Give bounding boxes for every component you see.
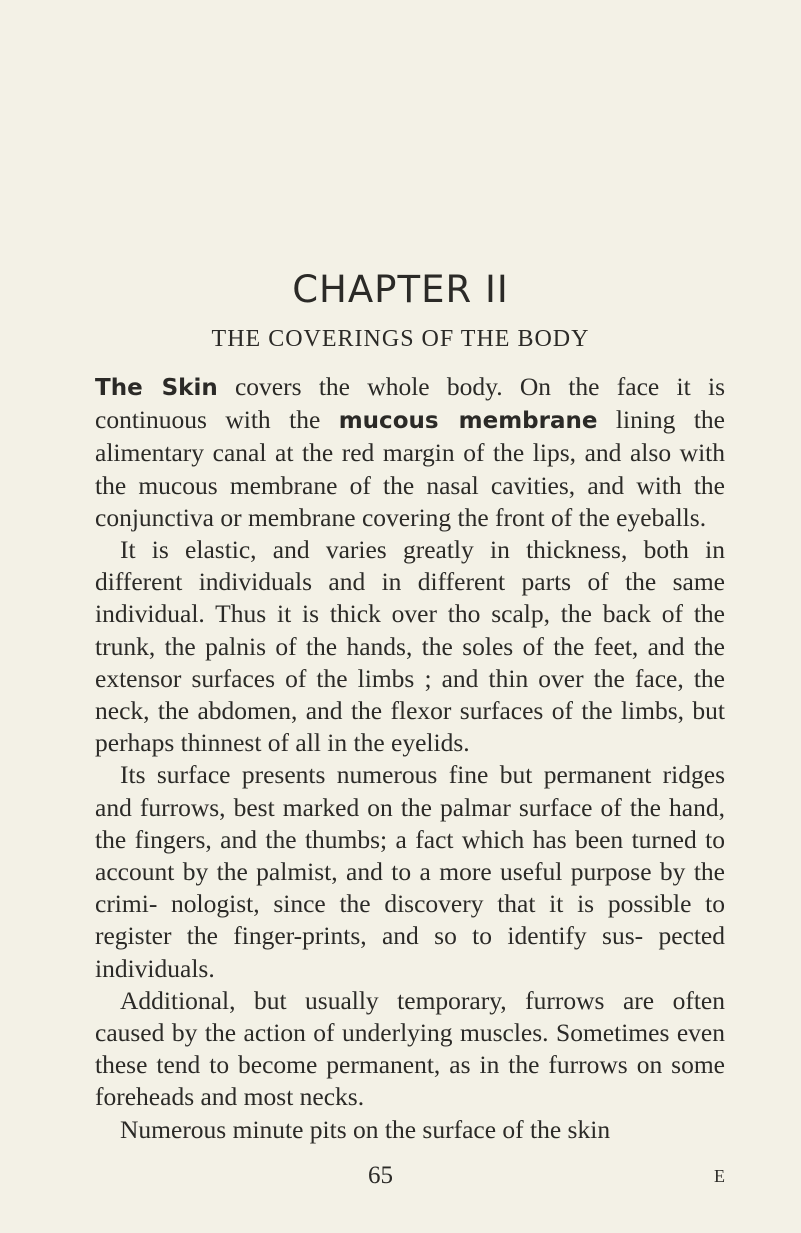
chapter-heading: CHAPTER II <box>292 268 509 311</box>
term-mucous-membrane: mucous membrane <box>338 408 598 435</box>
paragraph-1-text-a: covers the whole body. On the face it is continuous with the <box>95 372 725 435</box>
paragraph-2: It is elastic, and varies greatly in thickness, both in different individuals and in different parts of the same individual. Thus it is thick over tho scalp, the back of the trunk, the palnis of the hands, the soles of the feet, and the extensor surfaces of the limbs ; and thin over the face, the neck, the abdomen, and the flexor surfaces of the limbs, but perhaps thinnest of all in the eyelids. <box>95 535 725 758</box>
body-text <box>95 371 725 1146</box>
paragraph-3: Its surface presents numerous fine but permanent ridges and furrows, best marked on the palmar surface of the hand, the fingers, and the thumbs; a fact which has been turned to account by the palmist, and to a more useful purpose by the crimi- nologist, since the discovery that it is possible to register the finger-prints, and so to identify sus- pected individuals. <box>95 760 725 983</box>
term-skin: The Skin <box>95 375 218 401</box>
paragraph-4: Additional, but usually temporary, furrows are often caused by the action of underlying muscles. Sometimes even these tend to become permanent, as in the furrows on some foreheads and most necks. <box>95 985 725 1112</box>
paragraph-5: Numerous minute pits on the surface of the skin <box>120 1114 611 1144</box>
page-number: 65 <box>368 1162 393 1189</box>
paragraph-1 <box>95 371 725 534</box>
paragraph-1-text-b: lining the alimentary canal at the red margin of the lips, and also with the mucous membrane of the nasal cavities, and with the conjunctiva or membrane covering the front of the eyeballs. <box>95 405 725 532</box>
signature-mark: E <box>714 1166 725 1186</box>
chapter-title: THE COVERINGS OF THE BODY <box>211 326 590 352</box>
